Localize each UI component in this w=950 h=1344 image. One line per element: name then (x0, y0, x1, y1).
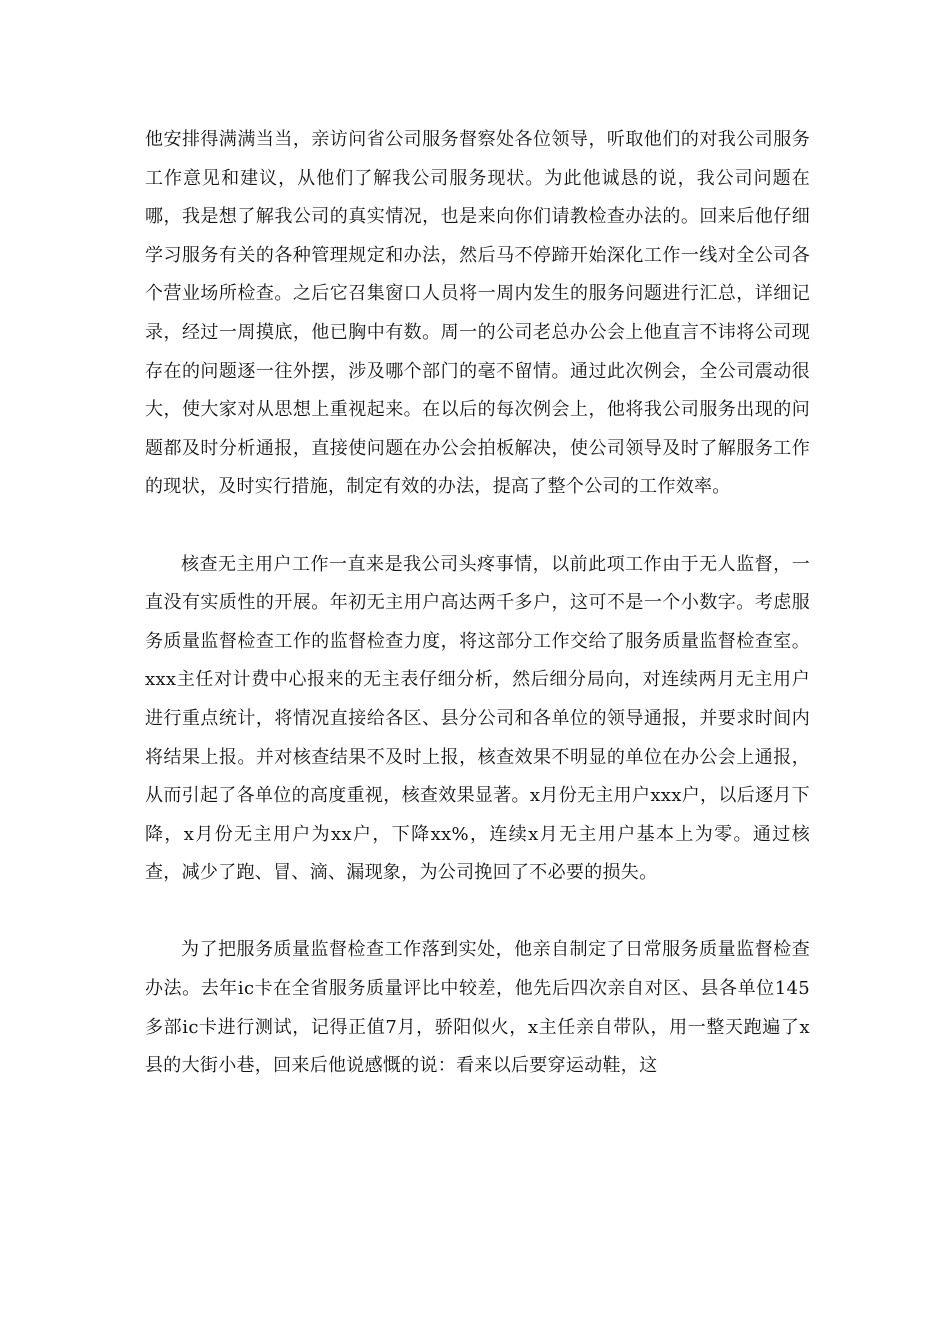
paragraph-2: 核查无主用户工作一直来是我公司头疼事情，以前此项工作由于无人监督，一直没有实质性的开展。年初无主用户高达两千多户，这可不是一个小数字。考虑服务质量监督检查工作的监督检查力度，将这部分工作交给了服务质量监督检查室。xxx主任对计费中心报来的无主表仔细分析，然后细分局向，对连续两月无主用户进行重点统计，将情况直接给各区、县分公司和各单位的领导通报，并要求时间内将结果上报。并对核查结果不及时上报，核查效果不明显的单位在办公会上通报，从而引起了各单位的高度重视，核查效果显著。x月份无主用户xxx户，以后逐月下降，x月份无主用户为xx户，下降xx%，连续x月无主用户基本上为零。通过核查，减少了跑、冒、滴、漏现象，为公司挽回了不必要的损失。 (145, 553, 810, 884)
paragraph-3: 为了把服务质量监督检查工作落到实处，他亲自制定了日常服务质量监督检查办法。去年ic卡在全省服务质量评比中较差，他先后四次亲自对区、县各单位145多部ic卡进行测试，记得正值7月，骄阳似火，x主任亲自带队，用一整天跑遍了x县的大街小巷，回来后他说感慨的说：看来以后要穿运动鞋，这 (145, 939, 810, 1077)
document-body (145, 121, 810, 1086)
paragraph-gap (145, 507, 810, 546)
paragraph-gap (145, 893, 810, 932)
paragraph-1: 他安排得满满当当，亲访问省公司服务督察处各位领导，听取他们的对我公司服务工作意见和建议，从他们了解我公司服务现状。为此他诚恳的说，我公司问题在哪，我是想了解我公司的真实情况，也是来向你们请教检查办法的。回来后他仔细学习服务有关的各种管理规定和办法，然后马不停蹄开始深化工作一线对全公司各个营业场所检查。之后它召集窗口人员将一周内发生的服务问题进行汇总，详细记录，经过一周摸底，他已胸中有数。周一的公司老总办公会上他直言不讳将公司现存在的问题逐一往外摆，涉及哪个部门的毫不留情。通过此次例会，全公司震动很大，使大家对从思想上重视起来。在以后的每次例会上，他将我公司服务出现的问题都及时分析通报，直接使问题在办公会拍板解决，使公司领导及时了解服务工作的现状，及时实行措施，制定有效的办法，提高了整个公司的工作效率。 (145, 129, 810, 498)
